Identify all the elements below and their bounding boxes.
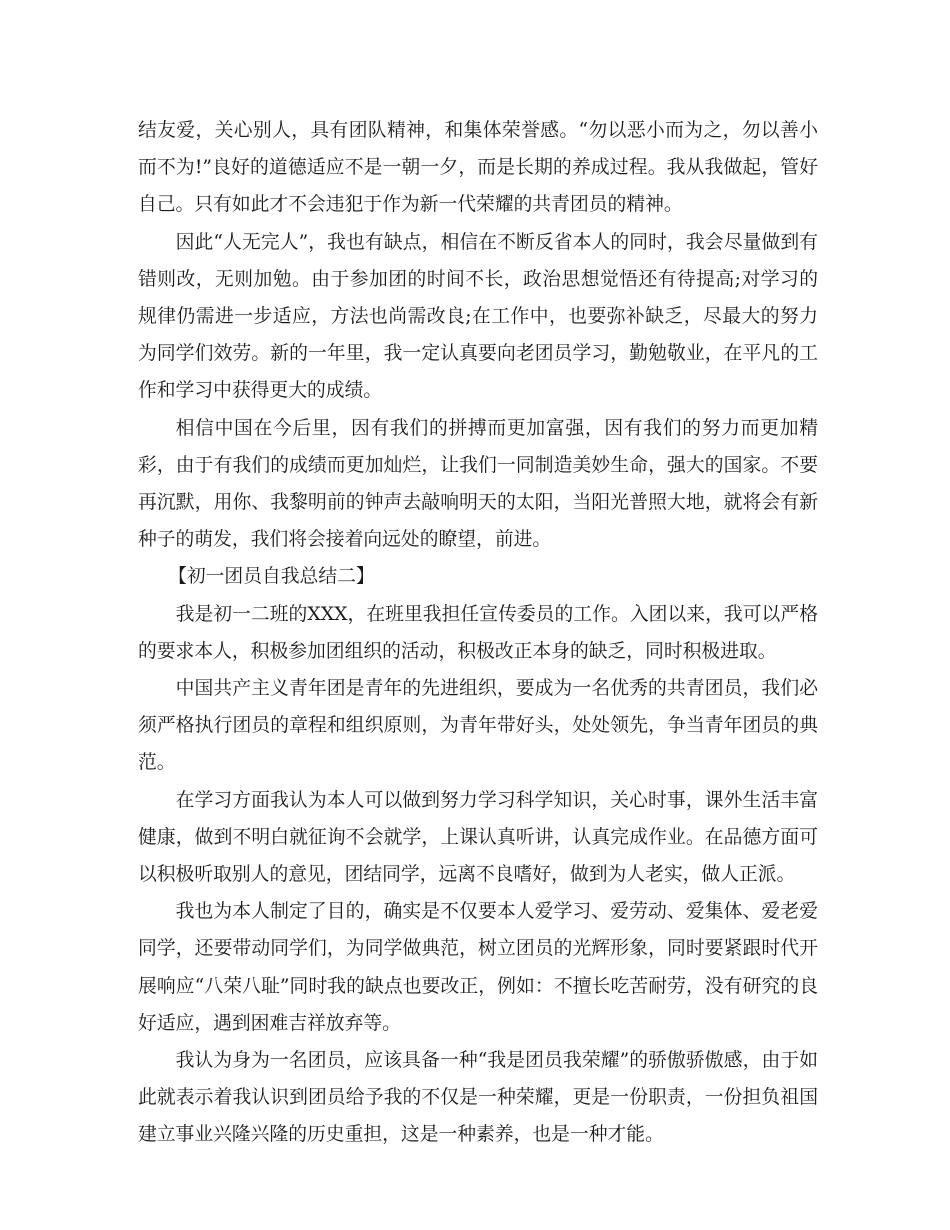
paragraph-no-one-is-perfect: 因此“人无完人”，我也有缺点，相信在不断反省本人的同时，我会尽量做到有错则改，无则加勉。由于参加团的时间不长，政治思想觉悟还有待提高;对学习的规律仍需进一步适应，方法也尚需改良;在工作中，也要弥补缺乏，尽最大的努力为同学们效劳。新的一年里，我一定认真要向老团员学习，勤勉敬业，在平凡的工作和学习中获得更大的成绩。 (138, 231, 818, 402)
paragraph-continued: 结友爱，关心别人，具有团队精神，和集体荣誉感。“勿以恶小而为之，勿以善小而不为!”良好的道德适应不是一朝一夕，而是长期的养成过程。我从我做起，管好自己。只有如此才不会违犯于作为新一代荣耀的共青团员的精神。 (138, 120, 818, 216)
paragraph-china-future: 相信中国在今后里，因有我们的拼搏而更加富强，因有我们的努力而更加精彩，由于有我们的成绩而更加灿烂，让我们一同制造美妙生命，强大的国家。不要再沉默，用你、我黎明前的钟声去敲响明天的太阳，当阳光普照大地，就将会有新种子的萌发，我们将会接着向远处的瞭望，前进。 (138, 417, 818, 551)
paragraph-goals: 我也为本人制定了目的，确实是不仅要本人爱学习、爱劳动、爱集体、爱老爱同学，还要带动同学们，为同学做典范，树立团员的光辉形象，同时要紧跟时代开展响应“八荣八耻”同时我的缺点也要改正，例如：不擅长吃苦耐劳，没有研究的良好适应，遇到困难吉祥放弃等。 (138, 901, 818, 1034)
paragraph-responsibility: 我认为身为一名团员，应该具备一种“我是团员我荣耀”的骄傲骄傲感，由于如此就表示着我认识到团员给予我的不仅是一种荣耀，更是一份职责，一份担负祖国建立事业兴隆兴隆的历史重担，这是一种素养，也是一种才能。 (138, 1050, 818, 1146)
section-heading: 【初一团员自我总结二】 (168, 566, 375, 588)
paragraph-introduction: 我是初一二班的XXX，在班里我担任宣传委员的工作。入团以来，我可以严格的要求本人，积极参加团组织的活动，积极改正本身的缺乏，同时积极进取。 (138, 603, 818, 662)
document-body (138, 112, 818, 1154)
paragraph-study: 在学习方面我认为本人可以做到努力学习科学知识，关心时事，课外生活丰富健康，做到不明白就征询不会就学，上课认真听讲，认真完成作业。在品德方面可以积极听取别人的意见，团结同学，远离不良嗜好，做到为人老实，做人正派。 (138, 789, 818, 886)
paragraph-youth-league: 中国共产主义青年团是青年的先进组织，要成为一名优秀的共青团员，我们必须严格执行团员的章程和组织原则，为青年带好头，处处领先，争当青年团员的典范。 (138, 678, 818, 774)
